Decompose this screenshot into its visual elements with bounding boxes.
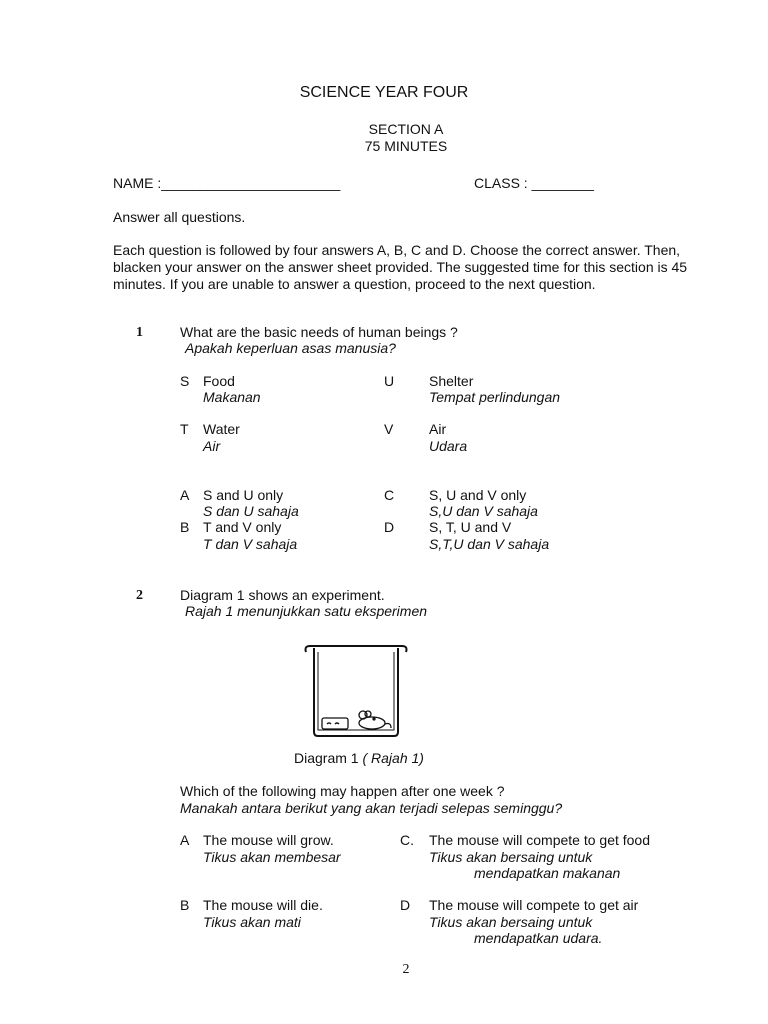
item-letter: S xyxy=(180,373,190,389)
option-text-ms: T dan V sahaja xyxy=(203,536,298,552)
name-field[interactable]: NAME :_______________________ xyxy=(113,175,341,191)
option-letter[interactable]: C xyxy=(384,487,395,503)
item-text-ms: Makanan xyxy=(203,389,261,405)
option-text[interactable]: The mouse will compete to get air xyxy=(429,897,639,913)
item-text: Food xyxy=(203,373,235,389)
instruction-line: Answer all questions. xyxy=(113,209,246,225)
option-text[interactable]: The mouse will grow. xyxy=(203,832,334,848)
option-letter[interactable]: B xyxy=(180,897,190,913)
item-text-ms: Udara xyxy=(429,438,468,454)
food-dish-icon xyxy=(322,718,348,729)
item-text-ms: Air xyxy=(203,438,221,454)
option-text-ms: S dan U sahaja xyxy=(203,503,299,519)
question-text: What are the basic needs of human beings ? xyxy=(180,324,458,340)
question-number: 1 xyxy=(136,325,143,340)
mouse-icon xyxy=(359,711,391,729)
item-letter: V xyxy=(384,421,394,437)
option-text[interactable]: The mouse will die. xyxy=(203,897,323,913)
item-text-ms: Tempat perlindungan xyxy=(429,389,561,405)
option-text-ms: Tikus akan membesar xyxy=(203,849,341,865)
option-letter[interactable]: C. xyxy=(400,832,414,848)
instruction-paragraph: Each question is followed by four answers A, B, C and D. Choose the correct answer. Then, blacken your answer on the answer sheet provided. The suggested time for this section is 45 minutes. If you are unable to answer a question, proceed to the next question. xyxy=(113,242,688,292)
option-letter[interactable]: D xyxy=(384,519,395,535)
page-title: SCIENCE YEAR FOUR xyxy=(299,84,469,101)
item-text: Air xyxy=(429,421,447,437)
option-letter[interactable]: D xyxy=(400,897,411,913)
option-text-ms: S,U dan V sahaja xyxy=(429,503,538,519)
question-text-ms: Manakah antara berikut yang akan terjadi selepas seminggu? xyxy=(180,800,563,816)
option-text-ms-cont: mendapatkan makanan xyxy=(474,865,621,881)
question-intro-ms: Rajah 1 menunjukkan satu eksperimen xyxy=(185,603,428,619)
diagram-caption: Diagram 1 ( Rajah 1) xyxy=(294,750,424,766)
option-text-ms-cont: mendapatkan udara. xyxy=(474,930,603,946)
item-text: Shelter xyxy=(429,373,474,389)
option-text[interactable]: The mouse will compete to get food xyxy=(429,832,651,848)
option-letter[interactable]: B xyxy=(180,519,190,535)
question-text: Which of the following may happen after one week ? xyxy=(180,783,505,799)
option-text[interactable]: S, T, U and V xyxy=(429,519,512,535)
option-text[interactable]: S and U only xyxy=(203,487,284,503)
page-number: 2 xyxy=(402,962,410,977)
option-text-ms: Tikus akan bersaing untuk xyxy=(429,849,593,865)
option-letter[interactable]: A xyxy=(180,832,190,848)
item-letter: U xyxy=(384,373,395,389)
item-text: Water xyxy=(203,421,240,437)
item-letter: T xyxy=(180,421,189,437)
beaker-diagram xyxy=(300,640,412,740)
question-intro: Diagram 1 shows an experiment. xyxy=(180,587,385,603)
option-text-ms: Tikus akan mati xyxy=(203,914,301,930)
duration-label: 75 MINUTES xyxy=(364,138,448,154)
question-text-ms: Apakah keperluan asas manusia? xyxy=(185,340,396,356)
option-text[interactable]: S, U and V only xyxy=(429,487,527,503)
option-text-ms: Tikus akan bersaing untuk xyxy=(429,914,593,930)
option-text-ms: S,T,U dan V sahaja xyxy=(429,536,550,552)
question-number: 2 xyxy=(136,588,143,603)
option-letter[interactable]: A xyxy=(180,487,190,503)
class-field[interactable]: CLASS : ________ xyxy=(474,175,594,191)
section-label: SECTION A xyxy=(368,121,444,137)
option-text[interactable]: T and V only xyxy=(203,519,282,535)
